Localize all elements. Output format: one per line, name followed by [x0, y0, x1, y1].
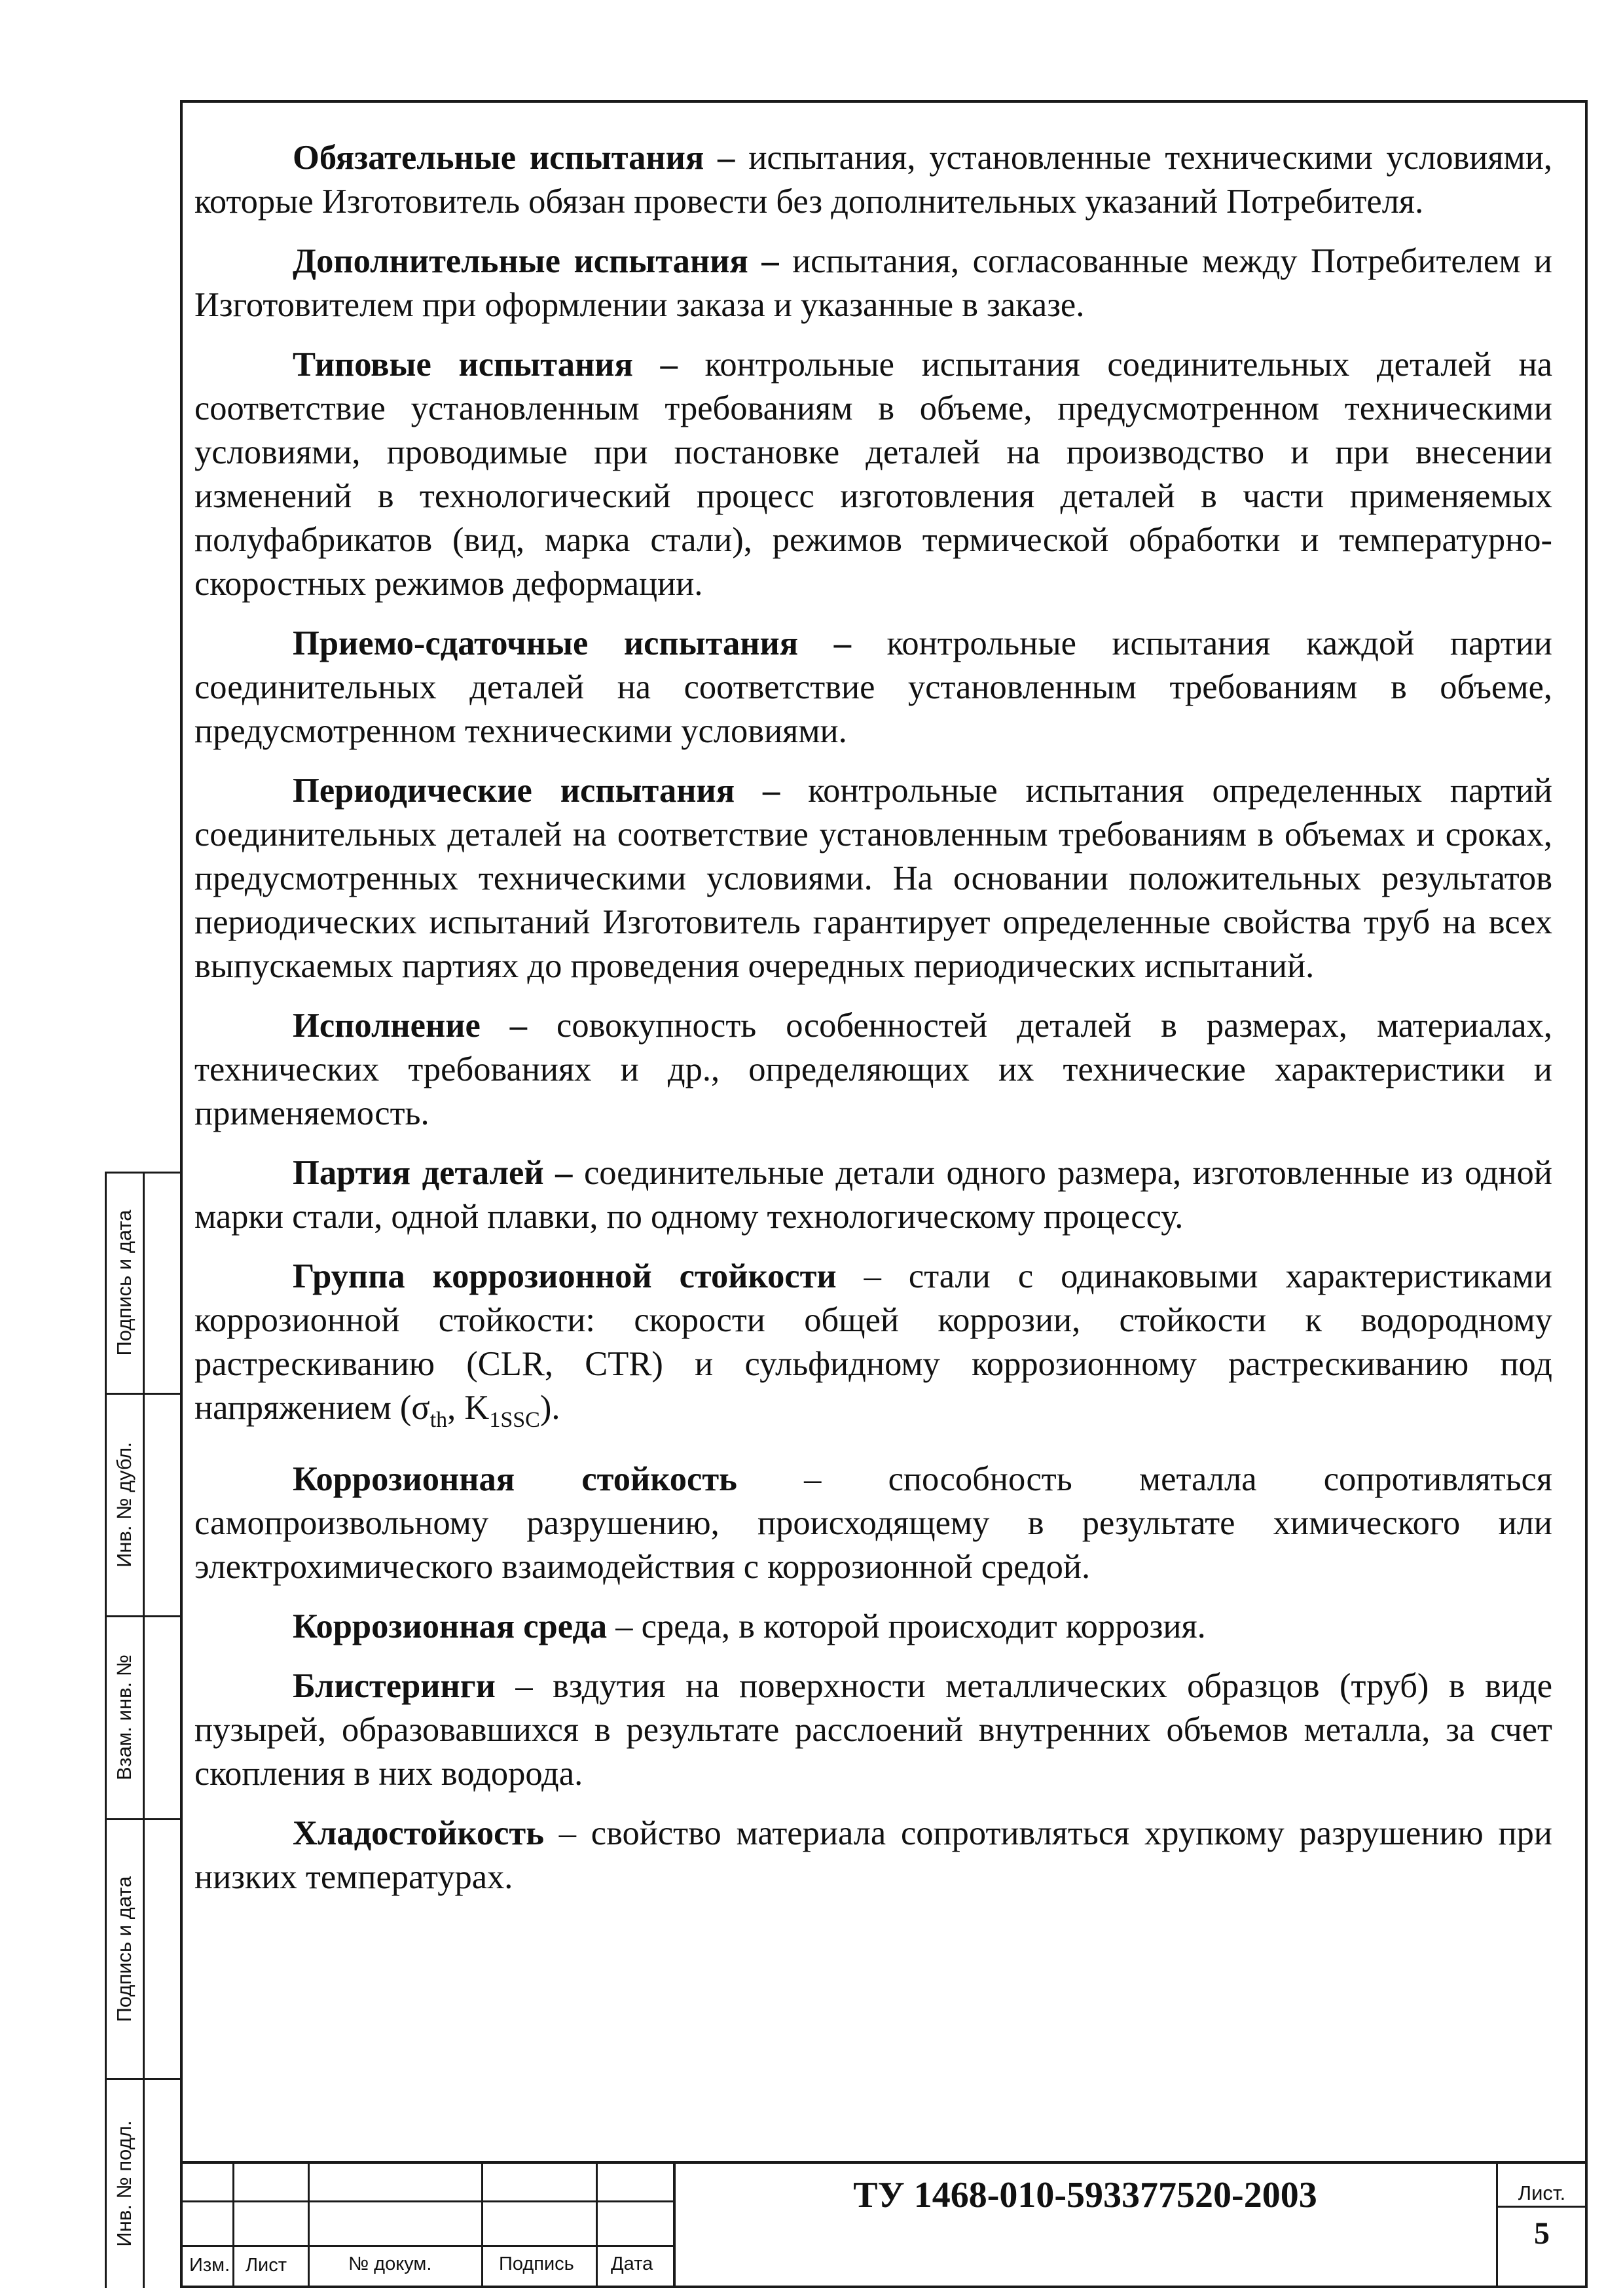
side-label-inv-podl: Инв. № подл. [113, 2120, 136, 2247]
subscript-th: th [429, 1408, 448, 1432]
term: Группа коррозионной стойкости [293, 1257, 837, 1295]
term: Коррозионная среда [293, 1607, 608, 1645]
side-label-podpis-data-1: Подпись и дата [113, 1210, 136, 1356]
strip-top [105, 1172, 180, 1174]
definition-parts-batch [194, 1151, 1552, 1239]
definition: испытания, согласованные между Потребителем и Изготовителем при оформлении заказа и указанные в заказе. [194, 242, 1552, 324]
strip-divider-4 [105, 2078, 180, 2080]
strip-outer-left [105, 1172, 107, 2288]
term: Исполнение – [293, 1007, 528, 1045]
side-label-inv-dubl: Инв. № дубл. [113, 1442, 136, 1568]
definition-corrosion-resistance-group [194, 1255, 1552, 1442]
strip-inner-divider [143, 1172, 145, 2288]
title-block-col-1 [232, 2161, 234, 2288]
title-block-col-2 [308, 2161, 310, 2288]
definition-part-c: ). [539, 1389, 560, 1427]
term: Блистеринги [293, 1667, 496, 1705]
title-block-col-3 [481, 2161, 483, 2288]
definition-execution [194, 1004, 1552, 1136]
definition: – свойство материала сопротивляться хрупкому разрушению при низких температурах. [194, 1814, 1552, 1896]
subscript-1ssc: 1SSC [489, 1408, 540, 1432]
title-block-row-1 [180, 2200, 674, 2202]
term: Хладостойкость [293, 1814, 544, 1852]
definition: – среда, в которой происходит коррозия. [607, 1607, 1206, 1645]
title-block-sheet-row [1496, 2206, 1588, 2208]
definition-acceptance-tests [194, 622, 1552, 753]
definition: совокупность особенностей деталей в размерах, материалах, технических требованиях и др., определяющих их технические характеристики и применяемость. [194, 1007, 1552, 1132]
column-header-podpis: Подпись [499, 2253, 574, 2274]
definition-blistering [194, 1664, 1552, 1796]
term: Периодические испытания – [293, 772, 780, 810]
title-block-row-2 [180, 2245, 674, 2247]
definition: контрольные испытания соединительных деталей на соответствие установленным требованиям в объеме, предусмотренном техническими условиями, проводимые при постановке деталей на производство и при внесении изменений в технологический процесс изготовления деталей в части применяемых полуфабрикатов (вид, марка стали), режимов термической обработки и температурно-скоростных режимов деформации. [194, 346, 1552, 603]
term: Коррозионная стойкость [293, 1460, 737, 1498]
definition-additional-tests [194, 240, 1552, 327]
title-block-top [180, 2161, 1588, 2164]
sheet-label: Лист. [1518, 2181, 1566, 2204]
strip-divider-2 [105, 1615, 180, 1617]
term: Приемо-сдаточные испытания – [293, 624, 851, 662]
definition-part-a: – стали с одинаковыми характеристиками коррозионной стойкости: скорости общей коррозии, стойкости к водородному растрескиванию (CLR, CTR) и сульфидному коррозионному растрескиванию под напряжением (σ [194, 1257, 1552, 1427]
definition-part-b: , K [447, 1389, 490, 1427]
term: Обязательные испытания – [293, 139, 735, 177]
definition: контрольные испытания определенных партий соединительных деталей на соответствие установленным требованиям в объемах и сроках, предусмотренных техническими условиями. На основании положительных результатов периодических испытаний Изготовитель гарантирует определенные свойства труб на всех выпускаемых партиях до проведения очередных периодических испытаний. [194, 772, 1552, 985]
side-label-vzam-inv: Взам. инв. № [113, 1654, 136, 1781]
title-block-col-4 [596, 2161, 598, 2288]
term: Дополнительные испытания – [293, 242, 779, 280]
definition: испытания, установленные техническими условиями, которые Изготовитель обязан провести без дополнительных указаний Потребителя. [194, 139, 1552, 221]
column-header-data: Дата [611, 2253, 653, 2274]
definition: соединительные детали одного размера, изготовленные из одной марки стали, одной плавки, по одному технологическому процессу. [194, 1154, 1552, 1236]
definition: контрольные испытания каждой партии соединительных деталей на соответствие установленным требованиям в объеме, предусмотренном техническими условиями. [194, 624, 1552, 750]
definition-corrosion-resistance [194, 1458, 1552, 1589]
definition-mandatory-tests [194, 136, 1552, 224]
definition-type-tests [194, 343, 1552, 606]
definition: – вздутия на поверхности металлических образцов (труб) в виде пузырей, образовавшихся в результате расслоений внутренних объемов металла, за счет скопления в них водорода. [194, 1667, 1552, 1793]
strip-divider-3 [105, 1818, 180, 1820]
column-header-izm: Изм. [189, 2255, 230, 2276]
term: Партия деталей – [293, 1154, 573, 1192]
strip-divider-1 [105, 1393, 180, 1395]
document-code: ТУ 1468-010-593377520-2003 [853, 2175, 1317, 2215]
column-header-dokum: № докум. [348, 2253, 432, 2274]
definition-periodic-tests [194, 769, 1552, 988]
column-header-list: Лист [246, 2255, 287, 2276]
term: Типовые испытания – [293, 346, 678, 384]
definition-cold-resistance [194, 1812, 1552, 1899]
side-label-podpis-data-2: Подпись и дата [113, 1876, 136, 2022]
sheet-number: 5 [1534, 2216, 1550, 2251]
document-body [194, 136, 1552, 1915]
definition-corrosive-environment [194, 1605, 1552, 1649]
definition: – способность металла сопротивляться самопроизвольному разрушению, происходящему в результате химического или электрохимического взаимодействия с коррозионной средой. [194, 1460, 1553, 1586]
